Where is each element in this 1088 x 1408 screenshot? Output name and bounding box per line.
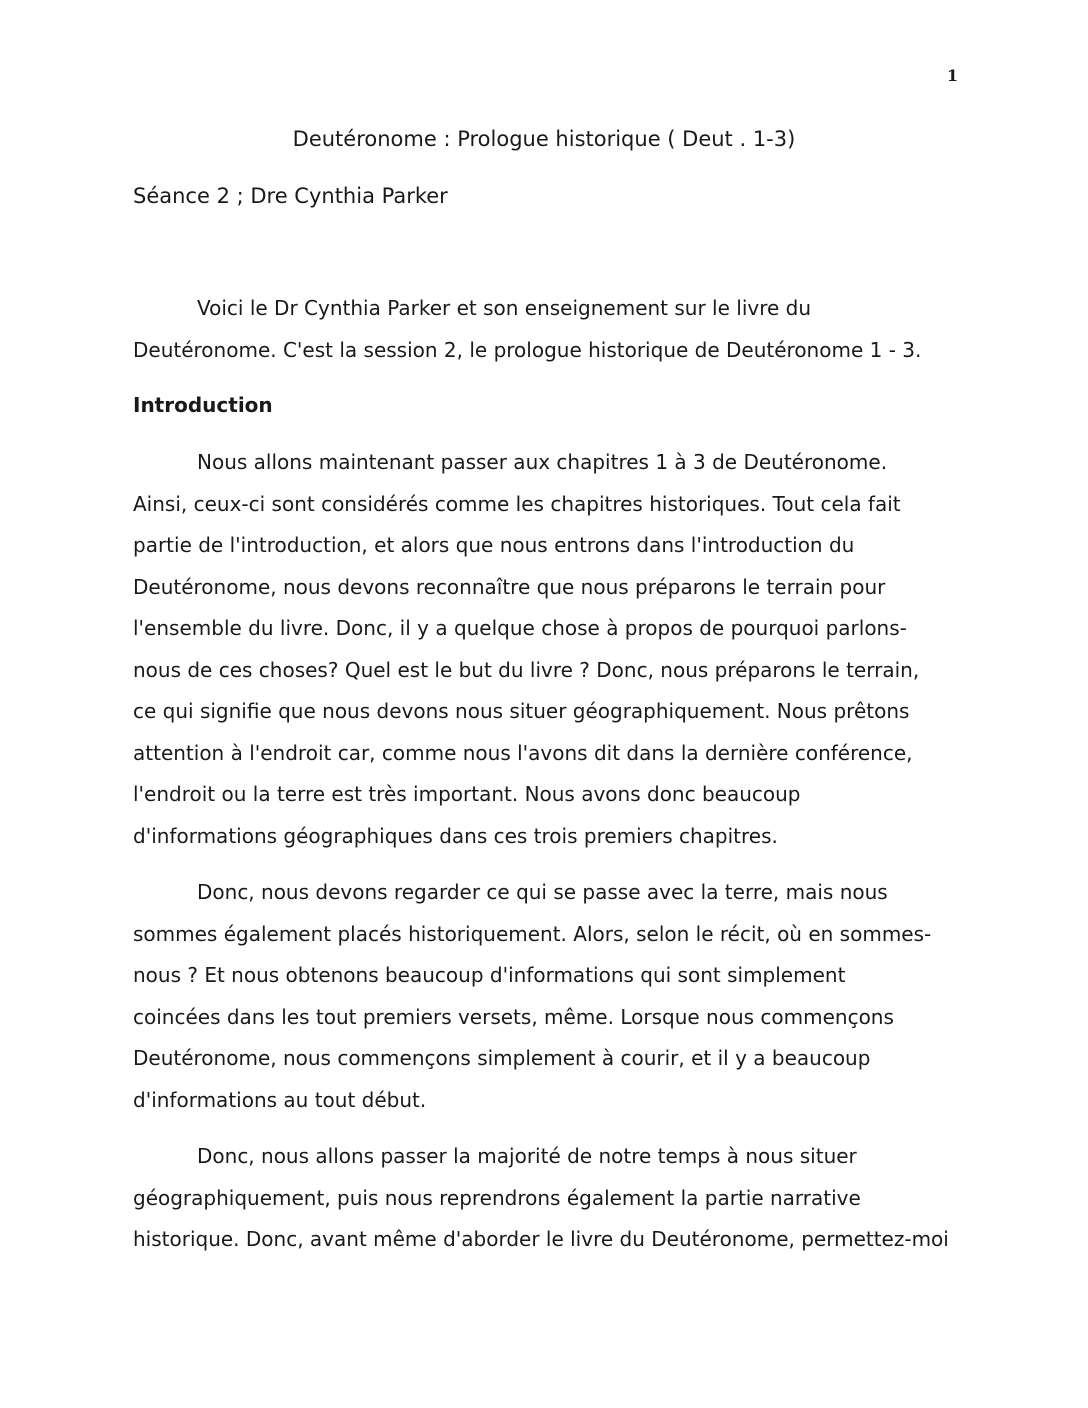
text-line: d'informations géographiques dans ces trois premiers chapitres. (133, 823, 778, 848)
text-line: attention à l'endroit car, comme nous l'avons dit dans la dernière conférence, (133, 740, 913, 765)
text-line: géographiquement, puis nous reprendrons également la partie narrative (133, 1185, 861, 1210)
text-line: nous ? Et nous obtenons beaucoup d'informations qui sont simplement (133, 963, 846, 987)
text-line: partie de l'introduction, et alors que nous entrons dans l'introduction du (133, 533, 855, 557)
text-line: Deutéronome, nous commençons simplement à courir, et il y a beaucoup (133, 1046, 871, 1070)
text-line: Donc, nous devons regarder ce qui se passe avec la terre, mais nous (197, 880, 888, 904)
text-line: Deutéronome. C'est la session 2, le prologue historique de Deutéronome 1 - 3. (133, 337, 922, 362)
session-subtitle: Séance 2 ; Dre Cynthia Parker (133, 184, 448, 208)
text-line: ce qui signifie que nous devons nous situer géographiquement. Nous prêtons (133, 699, 910, 723)
section-heading: Introduction (133, 393, 273, 417)
page-number: 1 (946, 66, 958, 85)
text-line: Voici le Dr Cynthia Parker et son enseignement sur le livre du (197, 296, 812, 320)
text-line: historique. Donc, avant même d'aborder le livre du Deutéronome, permettez-moi (133, 1227, 949, 1251)
paragraph-1 (133, 442, 963, 857)
paragraph-3 (133, 1136, 963, 1261)
text-line: Nous allons maintenant passer aux chapitres 1 à 3 de Deutéronome. (197, 450, 888, 474)
text-line: d'informations au tout début. (133, 1087, 427, 1112)
paragraph-2 (133, 872, 963, 1121)
text-line: nous de ces choses? Quel est le but du livre ? Donc, nous préparons le terrain, (133, 657, 920, 682)
text-line: Deutéronome, nous devons reconnaître que nous préparons le terrain pour (133, 574, 886, 599)
text-line: Ainsi, ceux-ci sont considérés comme les chapitres historiques. Tout cela fait (133, 491, 901, 516)
text-line: l'endroit ou la terre est très important. Nous avons donc beaucoup (133, 782, 801, 806)
text-line: l'ensemble du livre. Donc, il y a quelque chose à propos de pourquoi parlons- (133, 616, 907, 640)
text-line: coincées dans les tout premiers versets, même. Lorsque nous commençons (133, 1004, 894, 1029)
document-title: Deutéronome : Prologue historique ( Deut . 1-3) (292, 127, 796, 151)
text-line: Donc, nous allons passer la majorité de notre temps à nous situer (197, 1144, 857, 1168)
intro-paragraph (133, 288, 963, 371)
text-line: sommes également placés historiquement. Alors, selon le récit, où en sommes- (133, 921, 932, 946)
